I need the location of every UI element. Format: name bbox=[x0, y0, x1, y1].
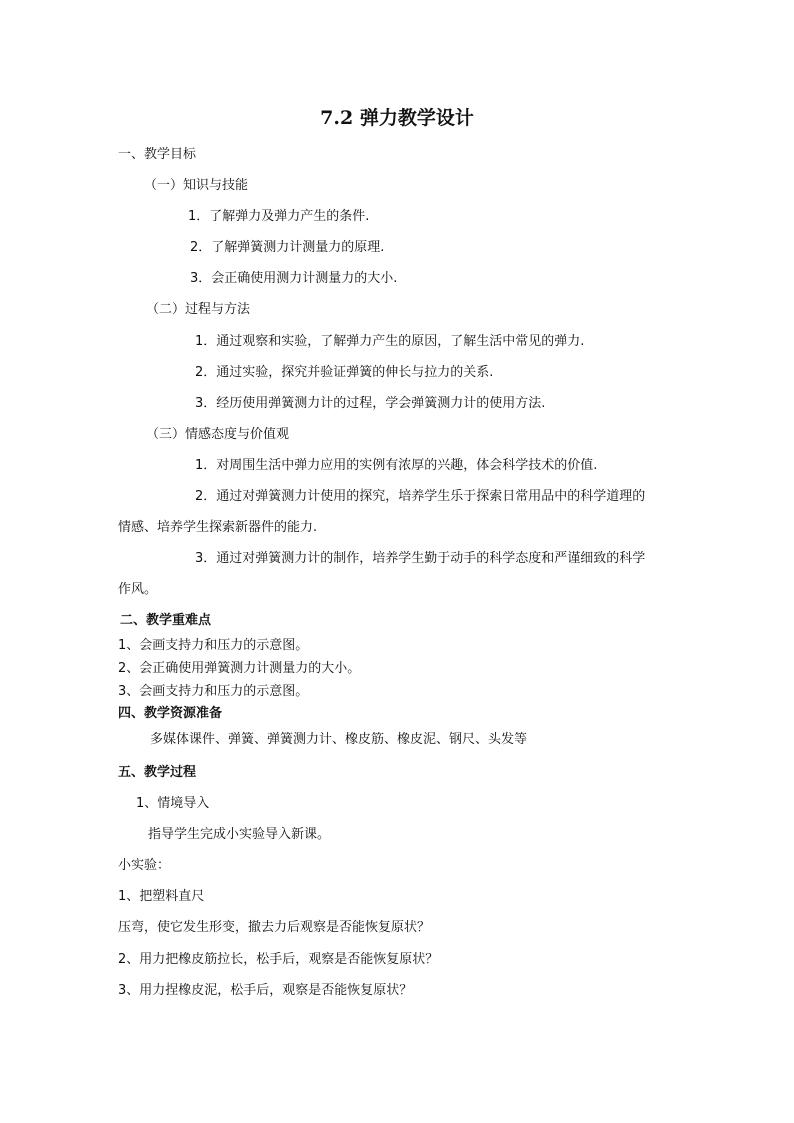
emotion-item-3-line-1: 3．通过对弹簧测力计的制作，培养学生勤于动手的科学态度和严谨细致的科学 bbox=[195, 551, 646, 566]
experiment-heading: 小实验： bbox=[118, 858, 171, 873]
document-title: 7.2 弹力教学设计 bbox=[320, 107, 474, 129]
guide-text: 指导学生完成小实验导入新课。 bbox=[148, 827, 331, 842]
section-teaching-goals-heading: 一、教学目标 bbox=[118, 147, 197, 162]
subsection-process-method-heading: （二）过程与方法 bbox=[146, 302, 251, 317]
knowledge-item-3: 3．会正确使用测力计测量力的大小. bbox=[190, 271, 398, 286]
process-item-2: 2．通过实验，探究并验证弹簧的伸长与拉力的关系. bbox=[195, 365, 494, 380]
process-item-3: 3．经历使用弹簧测力计的过程，学会弹簧测力计的使用方法. bbox=[195, 396, 546, 411]
key-point-2: 2、会正确使用弹簧测力计测量力的大小。 bbox=[118, 661, 361, 676]
knowledge-item-2: 2．了解弹簧测力计测量力的原理. bbox=[190, 240, 385, 255]
emotion-item-2-line-1: 2．通过对弹簧测力计使用的探究，培养学生乐于探索日常用品中的科学道理的 bbox=[195, 489, 646, 504]
subsection-emotion-values-heading: （三）情感态度与价值观 bbox=[146, 427, 290, 442]
key-point-3: 3、会画支持力和压力的示意图。 bbox=[118, 684, 309, 699]
process-step-1: 1、情境导入 bbox=[136, 796, 210, 811]
experiment-2: 2、用力把橡皮筋拉长，松手后，观察是否能恢复原状？ bbox=[118, 952, 439, 967]
experiment-1: 1、把塑料直尺 bbox=[118, 889, 205, 904]
subsection-knowledge-skills-heading: （一）知识与技能 bbox=[144, 178, 249, 193]
key-point-1: 1、会画支持力和压力的示意图。 bbox=[118, 638, 309, 653]
emotion-item-3-line-2: 作风。 bbox=[118, 582, 158, 597]
experiment-3: 3、用力捏橡皮泥，松手后，观察是否能恢复原状？ bbox=[118, 983, 413, 998]
section-teaching-process-heading: 五、教学过程 bbox=[118, 765, 197, 780]
emotion-item-2-line-2: 情感、培养学生探索新器件的能力. bbox=[118, 520, 318, 535]
process-item-1: 1．通过观察和实验，了解弹力产生的原因，了解生活中常见的弹力. bbox=[195, 334, 585, 349]
experiment-1-continued: 压弯，使它发生形变，撤去力后观察是否能恢复原状？ bbox=[118, 920, 431, 935]
emotion-item-1: 1．对周围生活中弹力应用的实例有浓厚的兴趣，体会科学技术的价值. bbox=[195, 458, 598, 473]
knowledge-item-1: 1．了解弹力及弹力产生的条件. bbox=[188, 209, 370, 224]
section-resources-heading: 四、教学资源准备 bbox=[118, 706, 223, 721]
resources-text: 多媒体课件、弹簧、弹簧测力计、橡皮筋、橡皮泥、钢尺、头发等 bbox=[150, 732, 528, 747]
section-key-difficult-points-heading: 二、教学重难点 bbox=[120, 613, 212, 628]
